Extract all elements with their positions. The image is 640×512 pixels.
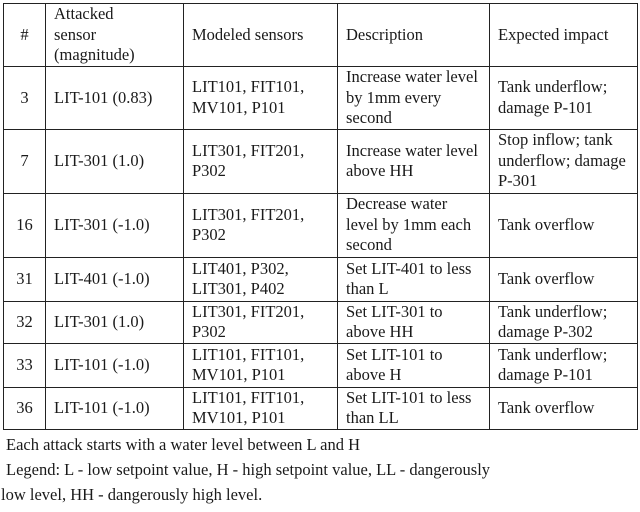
table-row: [4, 67, 638, 130]
cell-attacked-sensor: LIT-101 (-1.0): [46, 343, 184, 387]
table-row: [4, 257, 638, 301]
header-expected-impact: Expected impact: [490, 4, 638, 67]
cell-modeled-sensors: LIT101, FIT101, MV101, P101: [184, 343, 338, 387]
cell-number: 31: [4, 257, 46, 301]
cell-description: Set LIT-401 to less than L: [338, 257, 490, 301]
table-row: [4, 129, 638, 193]
cell-modeled-sensors: LIT301, FIT201, P302: [184, 193, 338, 257]
cell-expected-impact: Tank underflow; damage P-101: [490, 67, 638, 130]
cell-attacked-sensor: LIT-101 (0.83): [46, 67, 184, 130]
cell-modeled-sensors: LIT301, FIT201, P302: [184, 129, 338, 193]
cell-description: Increase water level by 1mm every second: [338, 67, 490, 130]
cell-expected-impact: Tank underflow; damage P-302: [490, 301, 638, 343]
table-row: [4, 387, 638, 429]
cell-modeled-sensors: LIT401, P302, LIT301, P402: [184, 257, 338, 301]
cell-modeled-sensors: LIT301, FIT201, P302: [184, 301, 338, 343]
cell-number: 7: [4, 129, 46, 193]
cell-description: Set LIT-101 to less than LL: [338, 387, 490, 429]
cell-description: Set LIT-301 to above HH: [338, 301, 490, 343]
table-row: [4, 193, 638, 257]
cell-attacked-sensor: LIT-401 (-1.0): [46, 257, 184, 301]
cell-attacked-sensor: LIT-301 (1.0): [46, 129, 184, 193]
footnote-start-condition: Each attack starts with a water level between L and H: [6, 435, 360, 454]
attack-table: [3, 3, 638, 430]
header-description: Description: [338, 4, 490, 67]
cell-attacked-sensor: LIT-101 (-1.0): [46, 387, 184, 429]
cell-number: 36: [4, 387, 46, 429]
cell-attacked-sensor: LIT-301 (1.0): [46, 301, 184, 343]
header-modeled-sensors: Modeled sensors: [184, 4, 338, 67]
cell-number: 3: [4, 67, 46, 130]
footnote-legend: Legend: L - low setpoint value, H - high setpoint value, LL - dangerously: [6, 460, 491, 479]
cell-modeled-sensors: LIT101, FIT101, MV101, P101: [184, 67, 338, 130]
table-row: [4, 343, 638, 387]
header-number: #: [4, 4, 46, 67]
cell-expected-impact: Tank underflow; damage P-101: [490, 343, 638, 387]
cell-expected-impact: Tank overflow: [490, 257, 638, 301]
cell-number: 33: [4, 343, 46, 387]
cell-modeled-sensors: LIT101, FIT101, MV101, P101: [184, 387, 338, 429]
cell-description: Increase water level above HH: [338, 129, 490, 193]
cell-number: 32: [4, 301, 46, 343]
table-header-row: [4, 4, 638, 67]
header-attacked-sensor: Attacked sensor (magnitude): [46, 4, 184, 67]
table-row: [4, 301, 638, 343]
cell-expected-impact: Tank overflow: [490, 193, 638, 257]
cell-expected-impact: Tank overflow: [490, 387, 638, 429]
footnote-legend-cont: low level, HH - dangerously high level.: [1, 485, 263, 504]
cell-expected-impact: Stop inflow; tank underflow; damage P-301: [490, 129, 638, 193]
cell-description: Decrease water level by 1mm each second: [338, 193, 490, 257]
cell-attacked-sensor: LIT-301 (-1.0): [46, 193, 184, 257]
cell-number: 16: [4, 193, 46, 257]
cell-description: Set LIT-101 to above H: [338, 343, 490, 387]
